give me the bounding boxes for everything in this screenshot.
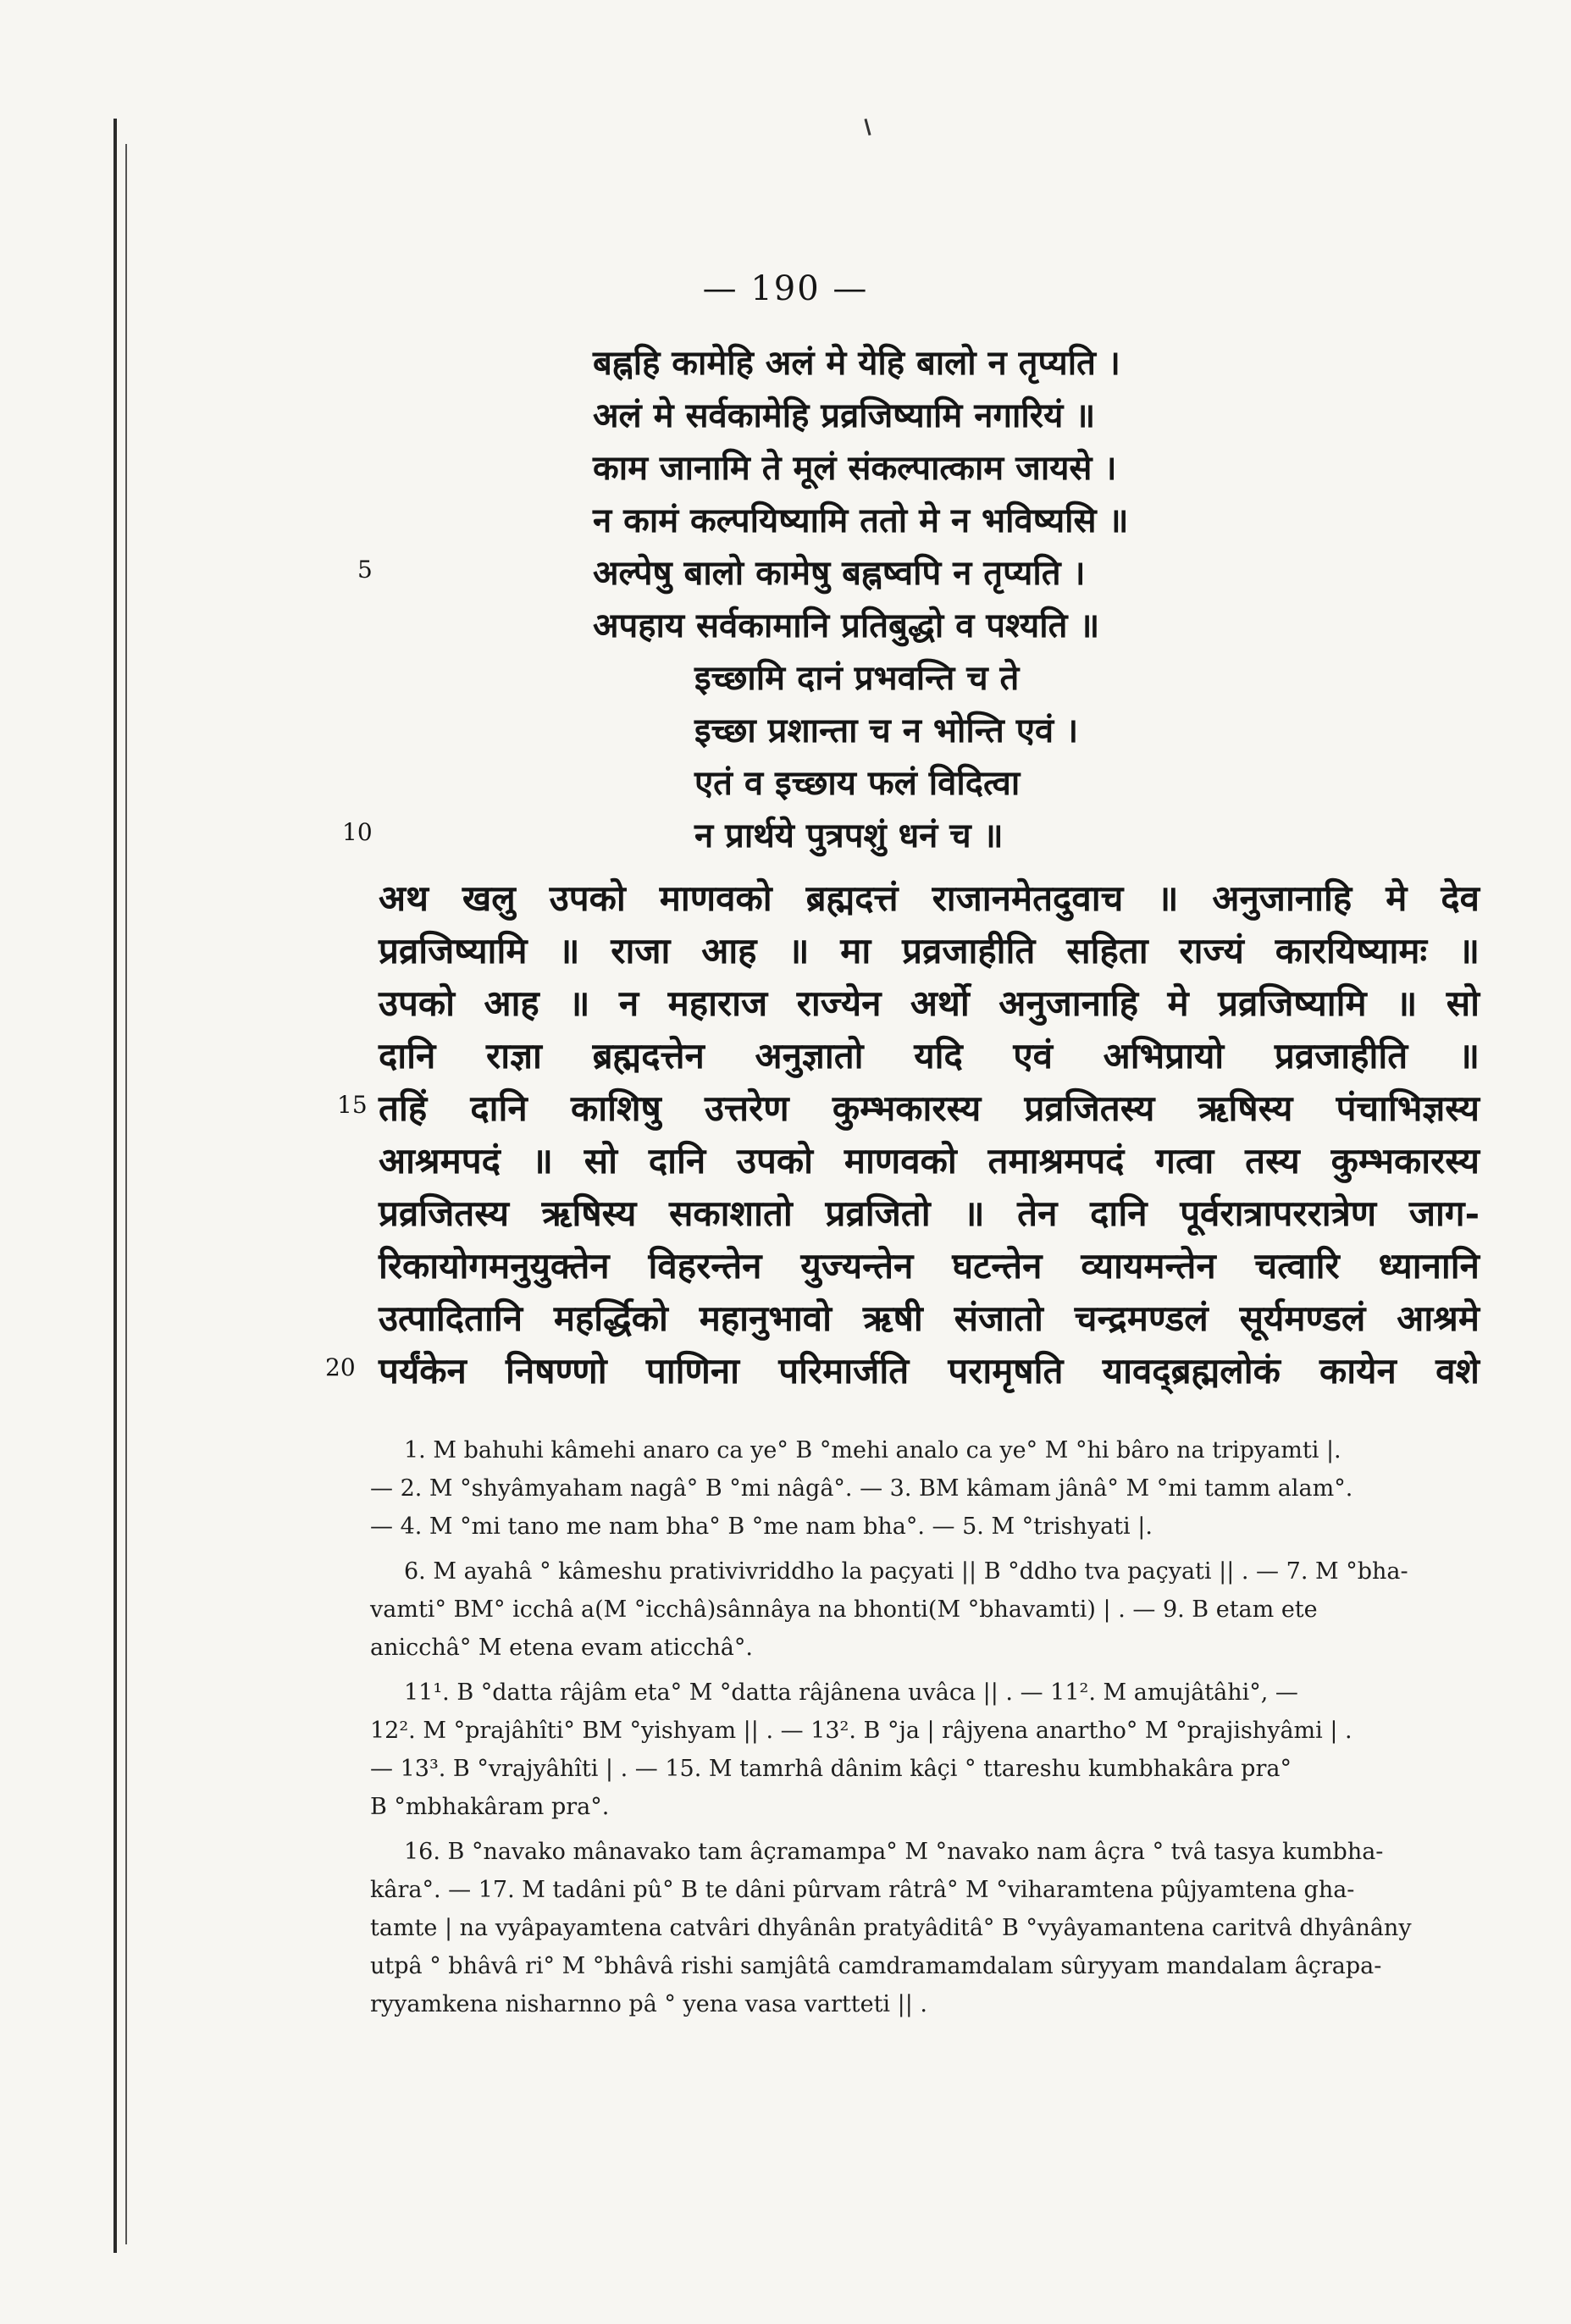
verse-line: अलं मे सर्वकामेहि प्रव्रजिष्यामि नगारियं ॥	[593, 396, 1096, 435]
page-number: — 190 —	[702, 269, 869, 308]
prose-line: तहिं दानि काशिषु उत्तरेण कुम्भकारस्य प्रव्रजितस्य ऋषिस्य पंचाभिज्ञस्य	[379, 1087, 1480, 1129]
prose-line: पर्यंकेन निषण्णो पाणिना परिमार्जति परामृषति यावद्ब्रह्मलोकं कायेन वशे	[379, 1350, 1480, 1392]
footnote	[370, 1552, 1471, 1667]
footnote-line: 12². M °prajâhîti° BM °yishyam || . — 13². B °ja | râjyena anartho° M °prajishyâmi | .	[370, 1718, 1352, 1744]
line-number: 5	[357, 556, 373, 584]
prose-line: रिकायोगमनुयुक्तेन विहरन्तेन युज्यन्तेन घटन्तेन व्यायमन्तेन चत्वारि ध्यानानि	[379, 1245, 1480, 1286]
prose-line: अथ खलु उपको माणवको ब्रह्मदत्तं राजानमेतदुवाच ॥ अनुजानाहि मे देव	[379, 877, 1480, 919]
footnote-line: tamte | na vyâpayamtena catvâri dhyânân pratyâditâ° B °vyâyamantena caritvâ dhyânâny	[370, 1915, 1412, 1941]
verse-line: न प्रार्थये पुत्रपशुं धनं च ॥	[694, 816, 1004, 855]
footnote-line: utpâ ° bhâvâ ri° M °bhâvâ rishi samjâtâ camdramamdalam sûryyam mandalam âçrapa-	[370, 1953, 1382, 1979]
verse-line: एतं व इच्छाय फलं विदित्वा	[694, 763, 1021, 803]
footnote	[370, 1431, 1471, 1546]
verse-line: इच्छा प्रशान्ता च न भोन्ति एवं ।	[694, 711, 1079, 750]
printer-mark	[864, 119, 871, 136]
line-number: 15	[337, 1091, 368, 1119]
prose-line: उत्पादितानि महर्द्धिको महानुभावो ऋषी संजातो चन्द्रमण्डलं सूर्यमण्डलं आश्रमे	[379, 1298, 1480, 1339]
line-number: 10	[342, 818, 373, 846]
verse-line: काम जानामि ते मूलं संकल्पात्काम जायसे ।	[593, 448, 1117, 488]
verse-line: अपहाय सर्वकामानि प्रतिबुद्धो व पश्यति ॥	[593, 606, 1100, 645]
footnote-line: anicchâ° M etena evam aticchâ°.	[370, 1635, 753, 1661]
verse-line: न कामं कल्पयिष्यामि ततो मे न भविष्यसि ॥	[593, 501, 1129, 540]
footnote-line: 6. M ayahâ ° kâmeshu prativivriddho la paçyati || B °ddho tva paçyati || . — 7. M °bha-	[404, 1558, 1408, 1585]
line-number: 20	[325, 1353, 356, 1381]
verse-line: अल्पेषु बालो कामेषु बह्नष्वपि न तृप्यति ।	[593, 553, 1086, 593]
prose-line: आश्रमपदं ॥ सो दानि उपको माणवको तमाश्रमपदं गत्वा तस्य कुम्भकारस्य	[379, 1140, 1480, 1181]
footnote-line: — 2. M °shyâmyaham nagâ° B °mi nâgâ°. — 3. BM kâmam jânâ° M °mi tamm alam°.	[370, 1475, 1353, 1502]
footnote-line: 1. M bahuhi kâmehi anaro ca ye° B °mehi analo ca ye° M °hi bâro na tripyamti |.	[404, 1437, 1341, 1464]
footnote-line: kâra°. — 17. M tadâni pû° B te dâni pûrvam râtrâ° M °viharamtena pûjyamtena gha-	[370, 1877, 1355, 1903]
verse-line: इच्छामि दानं प्रभवन्ति च ते	[694, 658, 1020, 698]
prose-paragraph	[379, 872, 1480, 1397]
footnote	[370, 1674, 1471, 1826]
footnote	[370, 1833, 1471, 2023]
prose-line: उपको आह ॥ न महाराज राज्येन अर्थो अनुजानाहि मे प्रव्रजिष्यामि ॥ सो	[379, 982, 1480, 1024]
footnote-line: ryyamkena nisharnno pâ ° yena vasa vartteti || .	[370, 1991, 928, 2017]
binding-edge-rule-inner	[125, 144, 127, 2244]
footnote-line: vamti° BM° icchâ a(M °icchâ)sânnâya na bhonti(M °bhavamti) | . — 9. B etam ete	[370, 1596, 1318, 1623]
footnote-line: — 4. M °mi tano me nam bha° B °me nam bha°. — 5. M °trishyati |.	[370, 1513, 1153, 1540]
binding-edge-rule	[113, 119, 117, 2253]
footnotes	[370, 1431, 1471, 2030]
prose-line: दानि राज्ञा ब्रह्मदत्तेन अनुज्ञातो यदि एवं अभिप्रायो प्रव्रजाहीति ॥	[379, 1035, 1480, 1076]
verse-line: बह्नहि कामेहि अलं मे येहि बालो न तृप्यति ।	[593, 343, 1120, 383]
prose-line: प्रव्रजिष्यामि ॥ राजा आह ॥ मा प्रव्रजाहीति सहिता राज्यं कारयिष्यामः ॥	[379, 930, 1480, 971]
footnote-line: 16. B °navako mânavako tam âçramampa° M °navako nam âçra ° tvâ tasya kumbha-	[404, 1839, 1384, 1865]
footnote-line: 11¹. B °datta râjâm eta° M °datta râjânena uvâca || . — 11². M amujâtâhi°, —	[404, 1679, 1298, 1706]
footnote-line: — 13³. B °vrajyâhîti | . — 15. M tamrhâ dânim kâçi ° ttareshu kumbhakâra pra°	[370, 1756, 1292, 1782]
footnote-line: B °mbhakâram pra°.	[370, 1794, 610, 1820]
prose-line: प्रव्रजितस्य ऋषिस्य सकाशातो प्रव्रजितो ॥ तेन दानि पूर्वरात्रापररात्रेण जाग-	[379, 1192, 1480, 1234]
